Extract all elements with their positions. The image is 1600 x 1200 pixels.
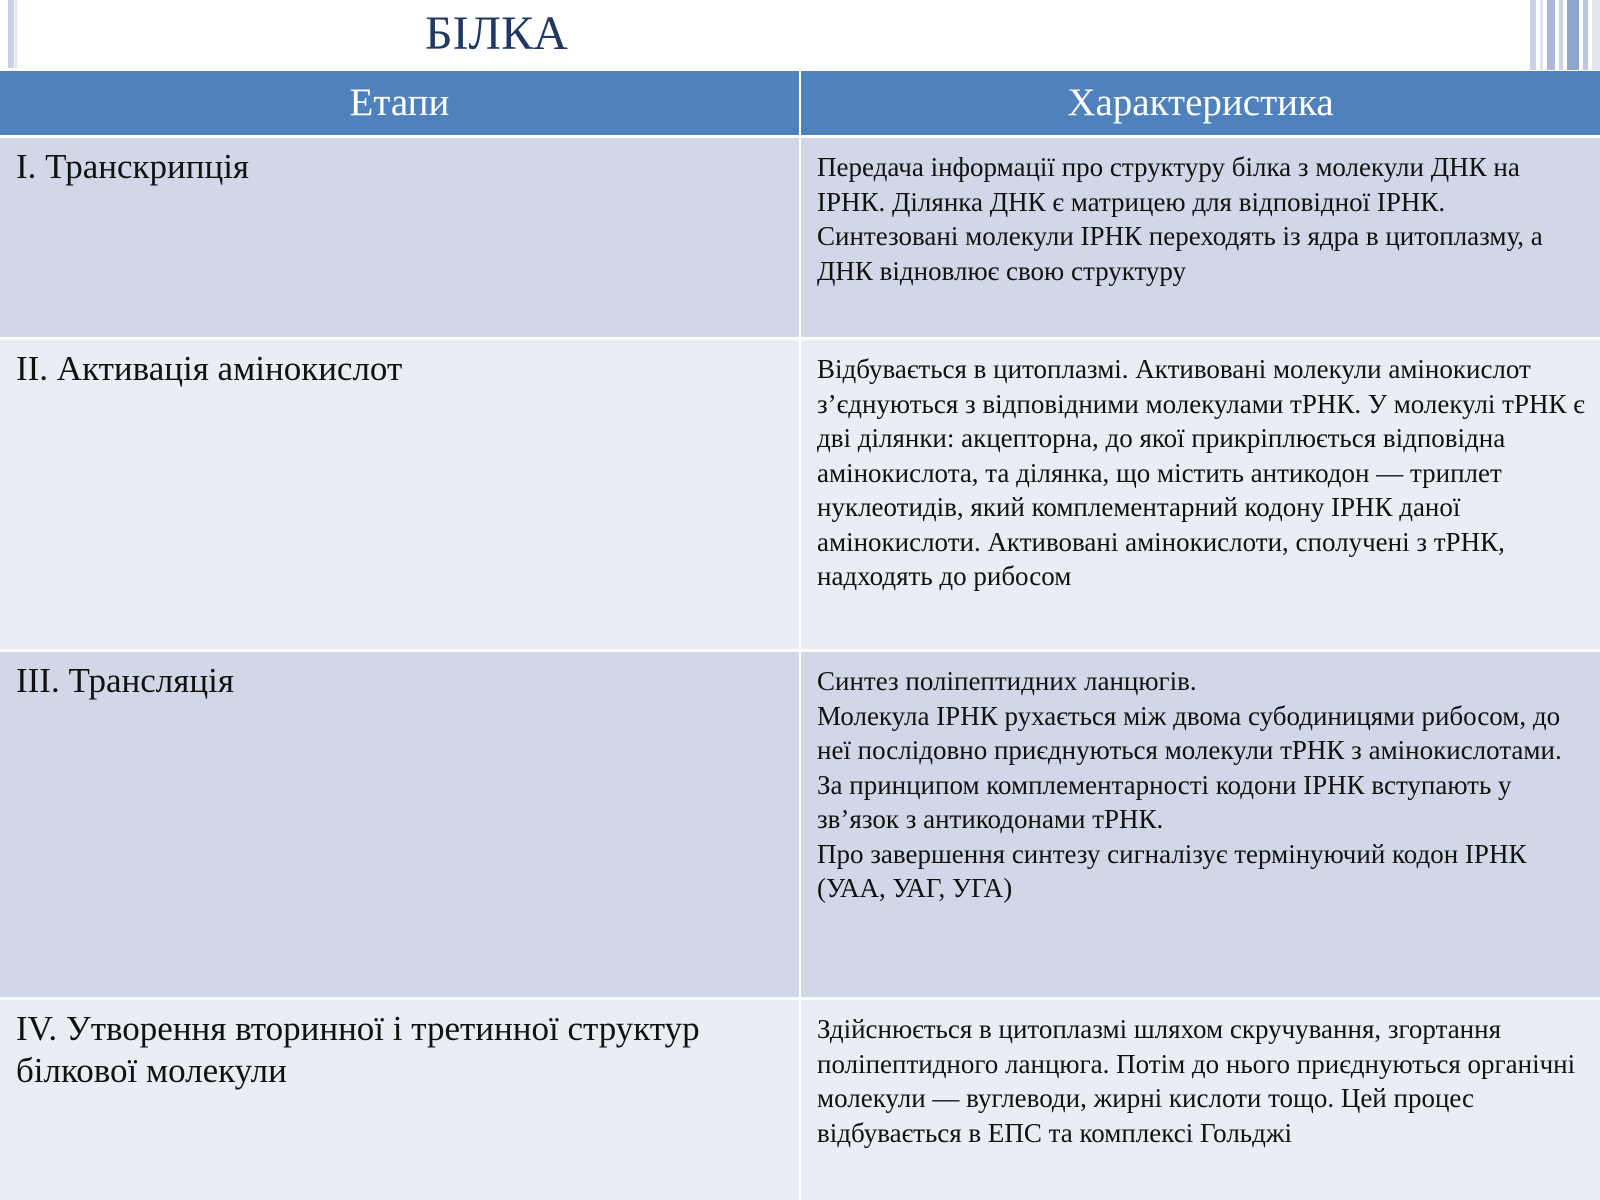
header-stages: Етапи [0, 71, 799, 135]
header-characteristic: Характеристика [801, 71, 1600, 135]
stage-cell-1: I. Транскрипція [0, 138, 799, 337]
stage-cell-3: III. Трансляція [0, 652, 799, 997]
stage-cell-4: IV. Утворення вторинної і третинної структур білкової молекули [0, 1000, 799, 1200]
description-cell-1: Передача інформації про структуру білка з молекули ДНК на ІРНК. Ділянка ДНК є матрицею для відповідної ІРНК. Синтезовані молекули ІРНК переходять із ядра в цитоплазму, а ДНК відновлює свою структуру [801, 138, 1600, 337]
left-accent-line [15, 0, 17, 68]
description-cell-4: Здійснюється в цитоплазмі шляхом скручування, згортання поліпептидного ланцюга. Потім до нього приєднуються органічні молекули — вуглеводи, жирні кислоти тощо. Цей процес відбувається в ЕПС та комплексі Гольджі [801, 1000, 1600, 1200]
corner-decoration [1530, 0, 1600, 70]
stage-cell-2: II. Активація амінокислот [0, 340, 799, 649]
protein-synthesis-table [0, 71, 1600, 1200]
description-cell-3: Синтез поліпептидних ланцюгів. Молекула ІРНК рухається між двома субодиницями рибосом, до неї послідовно приєднуються молекули тРНК з амінокислотами. За принципом комплементарності кодони ІРНК вступають у зв’язок з антикодонами тРНК. Про завершення синтезу сигналізує термінуючий кодон ІРНК (УАА, УАГ, УГА) [801, 652, 1600, 997]
slide-title: БІЛКА [425, 7, 568, 60]
left-accent-bar [8, 0, 14, 68]
description-cell-2: Відбувається в цитоплазмі. Активовані молекули амінокислот з’єднуються з відповідними молекулами тРНК. У молекулі тРНК є дві ділянки: акцепторна, до якої прикріплюється відповідна амінокислота, та ділянка, що містить антикодон — триплет нуклеотидів, який комплементарний кодону ІРНК даної амінокислоти. Активовані амінокислоти, сполучені з тРНК, надходять до рибосом [801, 340, 1600, 649]
